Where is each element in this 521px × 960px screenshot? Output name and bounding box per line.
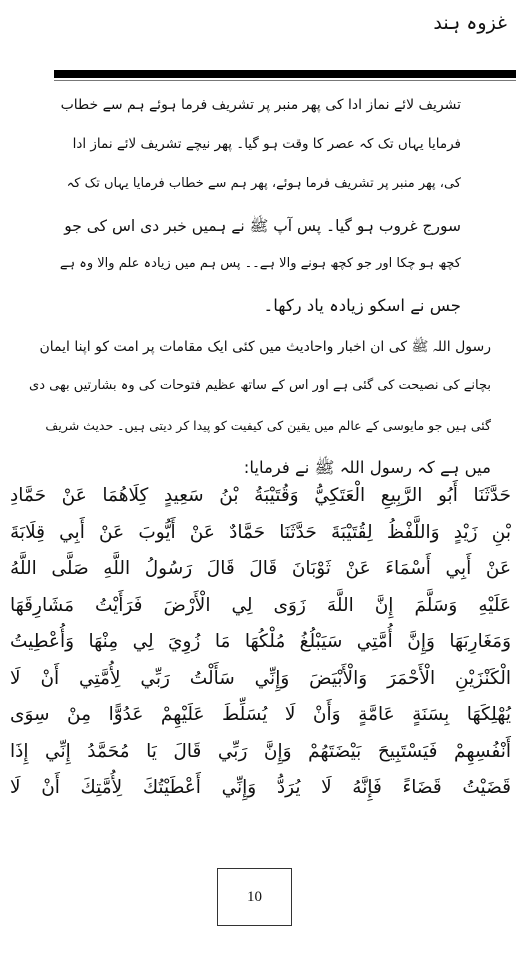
hadith-line: عَنْ أَبِي أَسْمَاءَ عَنْ ثَوْبَانَ قَالَ قَالَ رَسُولُ اللَّهِ صَلَّى اللَّهُ — [10, 558, 511, 579]
quote-line: سورج غروب ہو گیا۔ پس آپ ﷺ نے ہمیں خبر دی اس کی جو — [64, 217, 461, 235]
quote-line: تشریف لائے نماز ادا کی پھر منبر پر تشریف فرما ہوئے ہم سے خطاب — [60, 97, 461, 113]
hadith-line: قَضَيْتُ قَضَاءً فَإِنَّهُ لَا يُرَدُّ وَإِنِّي أَعْطَيْتُكَ لِأُمَّتِكَ أَنْ لَا — [10, 777, 511, 798]
page-number: 10 — [247, 888, 262, 905]
hadith-line: أَنْفُسِهِمْ فَيَسْتَبِيحَ بَيْضَتَهُمْ وَإِنَّ رَبِّي قَالَ يَا مُحَمَّدُ إِنِّي إِذَا — [10, 741, 511, 762]
header-thick-rule — [54, 70, 516, 78]
body-line: گئی ہیں جو مایوسی کے عالم میں یقین کی کیفیت کو پیدا کر دیتی ہیں۔ حدیث شریف — [45, 418, 491, 433]
hadith-line: حَدَّثَنَا أَبُو الرَّبِيعِ الْعَتَكِيُّ وَقُتَيْبَةُ بْنُ سَعِيدٍ كِلَاهُمَا عَنْ حَمَّادِ — [10, 485, 511, 506]
quote-line: جس نے اسکو زیادہ یاد رکھا۔ — [263, 296, 461, 315]
hadith-line: بْنِ زَيْدٍ وَاللَّفْظُ لِقُتَيْبَةَ حَدَّثَنَا حَمَّادٌ عَنْ أَيُّوبَ عَنْ أَبِي قِلَابَةَ — [10, 522, 511, 543]
quote-line: کی، پھر منبر پر تشریف فرما ہوئے، پھر ہم سے خطاب فرمایا یہاں تک کہ — [66, 176, 461, 191]
quote-line: کچھ ہو چکا اور جو کچھ ہونے والا ہے۔۔ پس ہم میں زیادہ علم والا وہ ہے — [59, 256, 461, 271]
page-number-box — [217, 868, 292, 926]
hadith-line: وَمَغَارِبَهَا وَإِنَّ أُمَّتِي سَيَبْلُغُ مُلْكُهَا مَا زُوِيَ لِي مِنْهَا وَأُعْطِيتُ — [10, 631, 511, 652]
body-line: رسول اللہ ﷺ کی ان اخبار واحادیث میں کئی ایک مقامات پر امت کو اپنا ایمان — [39, 339, 491, 355]
body-line: بچانے کی نصیحت کی گئی ہے اور اس کے ساتھ عظیم فتوحات کی وہ بشارتیں بھی دی — [29, 378, 491, 393]
quote-line: فرمایا یہاں تک کہ عصر کا وقت ہو گیا۔ پھر نیچے تشریف لائے نماز ادا — [72, 136, 461, 152]
body-line: میں ہے کہ رسول اللہ ﷺ نے فرمایا: — [243, 458, 491, 477]
hadith-line: يُهْلِكَهَا بِسَنَةٍ عَامَّةٍ وَأَنْ لَا يُسَلِّطَ عَلَيْهِمْ عَدُوًّا مِنْ سِوَى — [10, 704, 511, 725]
running-header-title: غزوہ ہند — [433, 12, 507, 34]
hadith-line: عَلَيْهِ وَسَلَّمَ إِنَّ اللَّهَ زَوَى لِي الْأَرْضَ فَرَأَيْتُ مَشَارِقَهَا — [10, 595, 511, 616]
hadith-line: الْكَنْزَيْنِ الْأَحْمَرَ وَالْأَبْيَضَ وَإِنِّي سَأَلْتُ رَبِّي لِأُمَّتِي أَنْ لَا — [10, 668, 511, 689]
header-thin-rule — [54, 80, 516, 81]
